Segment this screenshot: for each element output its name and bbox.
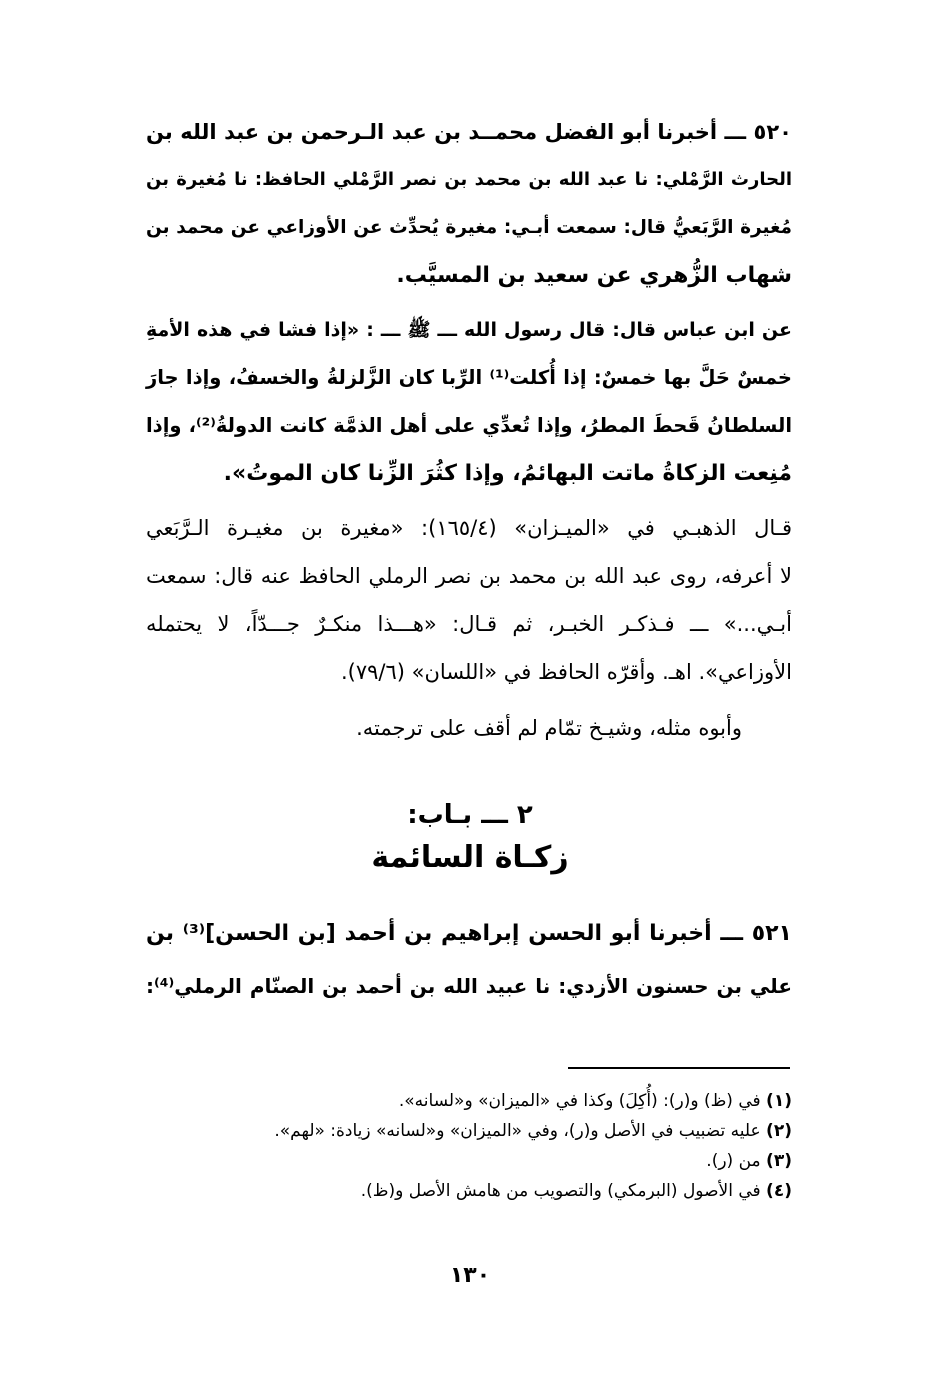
text-line: خمسٌ حَلَّ بها خمسٌ: إذا أُكلت⁽¹⁾ الرِّبا كان الزَّلزلةُ والخسفُ، وإذا جارَ <box>146 366 792 389</box>
paragraph-hadith <box>146 306 792 498</box>
paragraph-520 <box>146 108 792 300</box>
footnote-number: (١) <box>766 1091 792 1111</box>
footnote-item <box>146 1146 792 1176</box>
text-line: أبـي...» ـــ فـذكـر الخبـر، ثم قـال: «هـــذا منكـرٌ جـــدّاً، لا يحتمله <box>146 612 792 636</box>
page-number: ١٣٠ <box>449 1263 491 1288</box>
text-line: علي بن حسنون الأزدي: نا عبيد الله بن أحمد بن الصنّام الرملي⁽⁴⁾: <box>146 974 792 998</box>
text-line: السلطانُ قَحطَ المطرُ، وإذا تُعدِّي على أهل الذمَّة كانت الدولةُ⁽²⁾، وإذا <box>146 414 792 437</box>
footnote-divider <box>568 1067 790 1069</box>
footnote-number: (٢) <box>766 1121 792 1141</box>
footnote-text: في الأصول (البرمكي) والتصويب من هامش الأصل و(ظ). <box>360 1181 761 1201</box>
text-line: الأوزاعي». اهـ. وأقرّه الحافظ في «اللسان» (٧٩/٦). <box>340 660 792 684</box>
text-line: وأبوه مثله، وشيـخ تمّام لم أقف على ترجمته. <box>356 716 742 740</box>
text-line: عن ابن عباس قال: قال رسول الله ـــ ﷺ ـــ : «إذا فشا في هذه الأمةِ <box>146 319 792 341</box>
paragraph-521 <box>146 908 792 1012</box>
footnote-item <box>146 1116 792 1146</box>
paragraph-dhahabi <box>146 504 792 696</box>
footnote-item <box>146 1176 792 1206</box>
footnotes <box>146 1086 792 1206</box>
text-line: ٥٢٠ ـــ أخبرنا أبو الفضل محمــد بن عبد الـرحمن بن عبد الله بن <box>146 120 792 144</box>
text-line: مُنِعت الزكاةُ ماتت البهائمُ، وإذا كثُرَ الزِّنا كان الموتُ». <box>223 461 792 486</box>
text-line: شهاب الزُّهري عن سعيد بن المسيَّب. <box>396 263 792 288</box>
footnote-number: (٤) <box>766 1181 792 1201</box>
text-line: الحارث الرَّمْلي: نا عبد الله بن محمد بن نصر الرَّمْلي الحافظ: نا مُغيرة بن <box>146 169 792 190</box>
chapter-title: زكـاة السائمة <box>371 840 569 875</box>
text-line: لا أعرفه، روى عبد الله بن محمد بن نصر الرملي الحافظ عنه قال: سمعت <box>146 564 792 588</box>
text-line: قـال الذهبـي في «الميـزان» (١٦٥/٤): «مغيرة بن مغيـرة الـرَّبَعي <box>146 516 792 540</box>
paragraph-father <box>146 704 792 752</box>
footnote-item <box>146 1086 792 1116</box>
footnote-number: (٣) <box>766 1151 792 1171</box>
text-line: مُغيرة الرَّبَعيُّ قال: سمعت أبـي: مغيرة يُحدِّث عن الأوزاعي عن محمد بن <box>146 217 792 238</box>
text-line: ٥٢١ ـــ أخبرنا أبو الحسن إبراهيم بن أحمد [بن الحسن]⁽³⁾ بن <box>146 921 792 946</box>
footnote-text: من (ر). <box>706 1151 761 1171</box>
footnote-text: في (ظ) و(ر): (أُكِلَ) وكذا في «الميزان» و«لسانه». <box>398 1091 761 1111</box>
chapter-number: ٢ ـــ بـاب: <box>407 800 533 830</box>
footnote-text: عليه تضبيب في الأصل و(ر)، وفي «الميزان» و«لسانه» زيادة: «لهم». <box>274 1121 761 1141</box>
